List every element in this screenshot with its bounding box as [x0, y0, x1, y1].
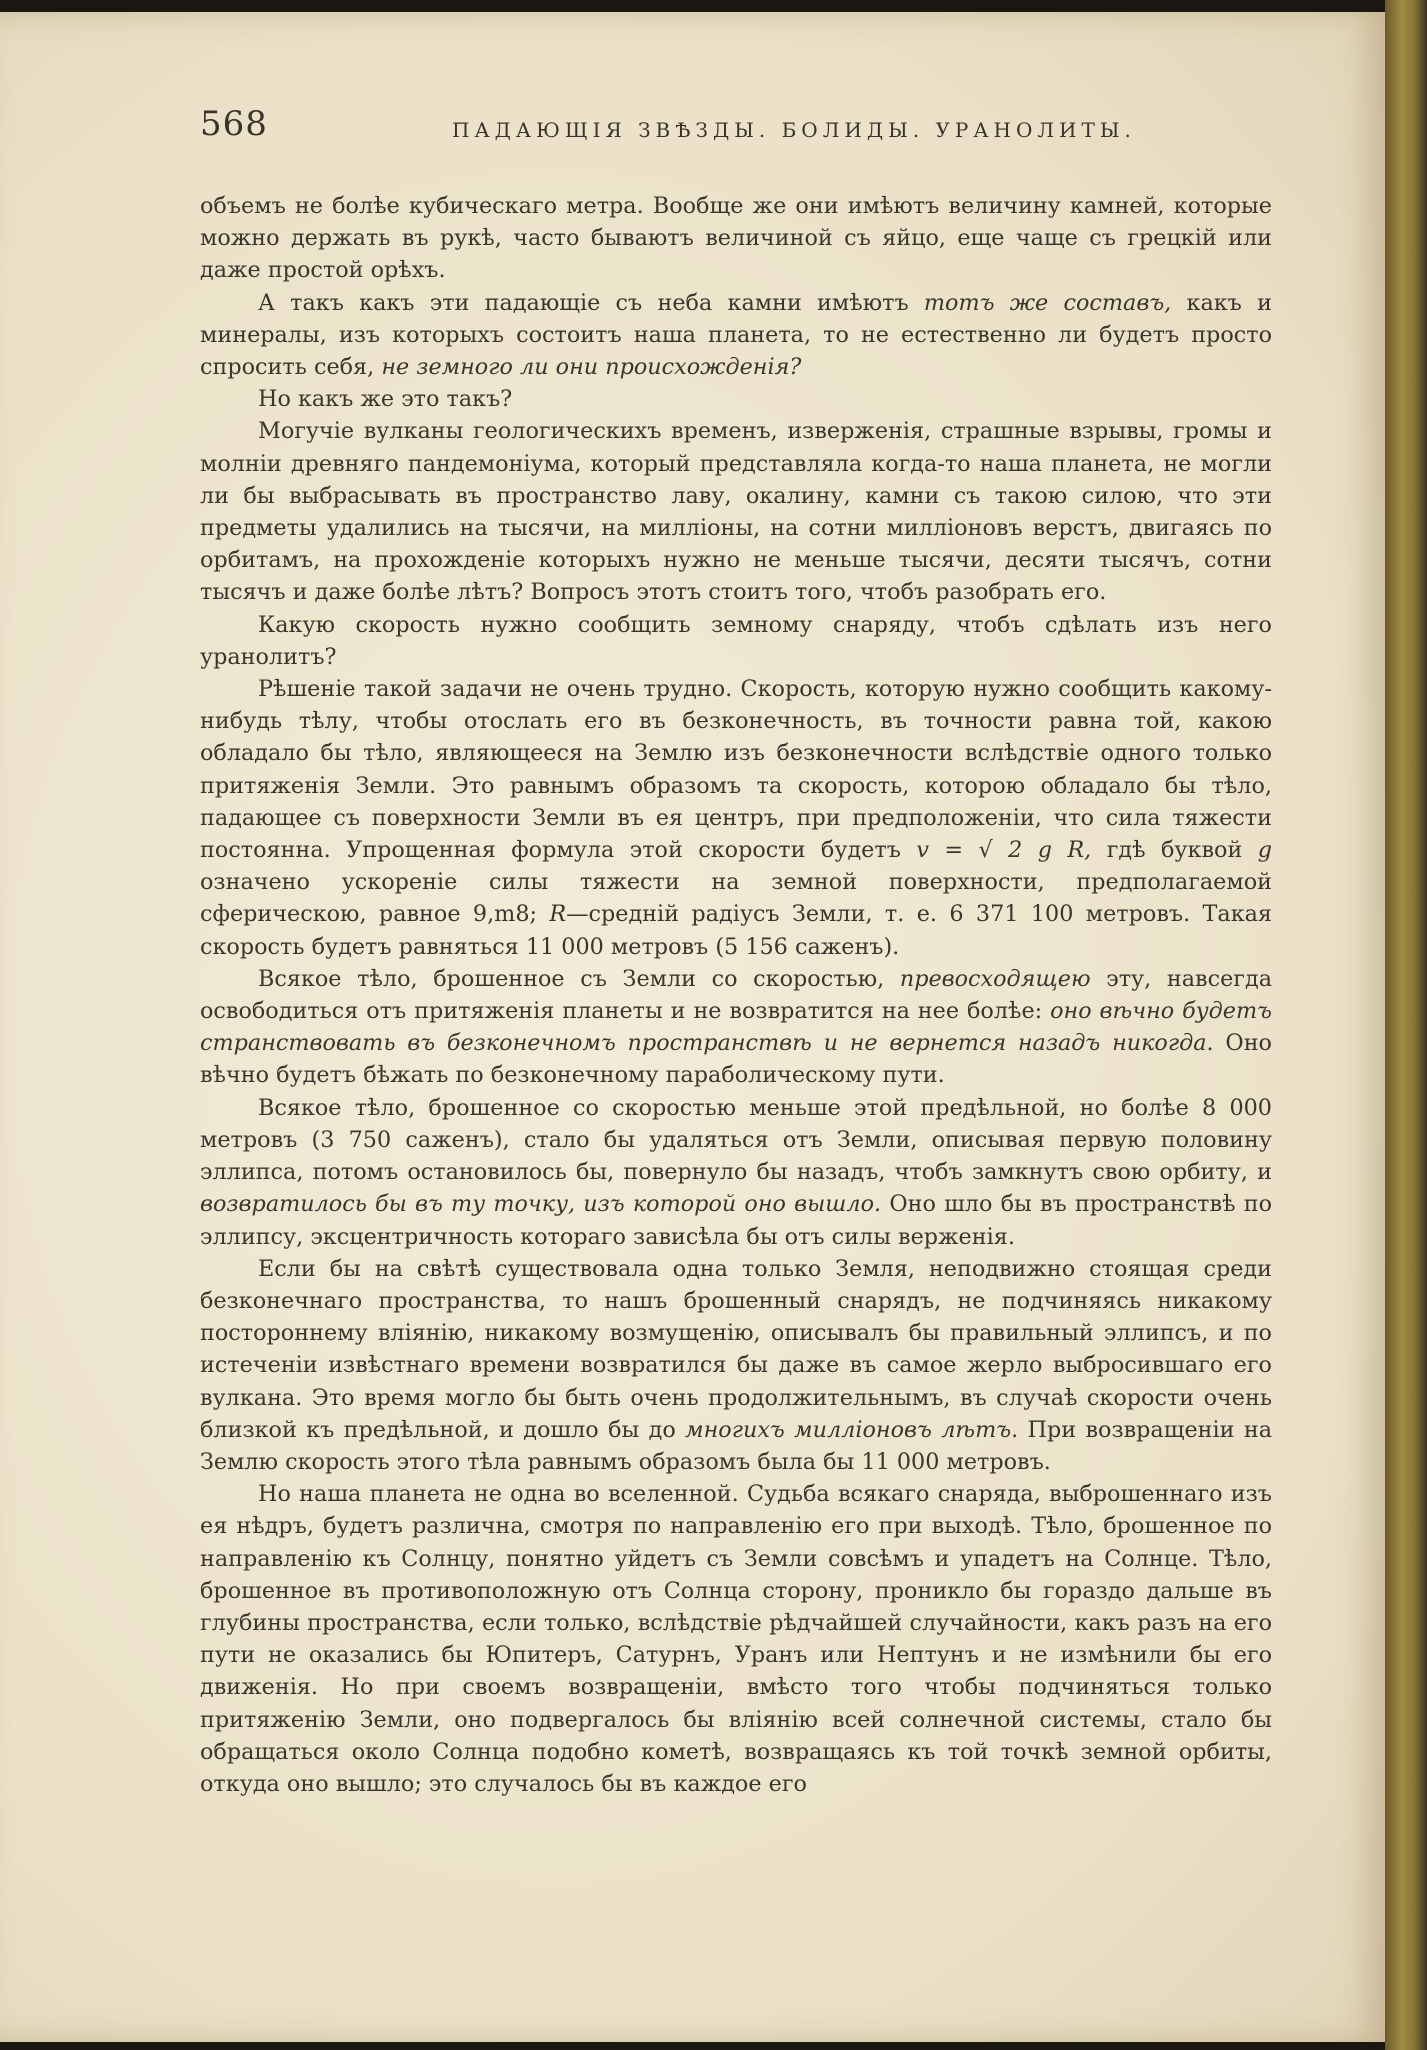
- velocity-formula: v = √ 2 g R,: [916, 837, 1092, 864]
- paragraph: Рѣшеніе такой задачи не очень трудно. Скорость, которую нужно сообщить какому-нибудь тѣлу, чтобы отослать его въ безконечность, въ точности равна той, какою обладало бы тѣло, являющееся на Землю изъ безконечности вслѣдствіе одного только притяженія Земли. Это равнымъ образомъ та скорость, которою обладало бы тѣло, падающее съ поверхности Земли въ ея центръ, при предположеніи, что сила тяжести постоянна. Упрощенная формула этой скорости будетъ v = √ 2 g R, гдѣ буквой g означено ускореніе силы тяжести на земной поверхности, предполагаемой сферическою, равное 9,m8; R—средній радіусъ Земли, т. е. 6 371 100 метровъ. Такая скорость будетъ равняться 11 000 метровъ (5 156 саженъ).: [200, 676, 1273, 960]
- paragraph: Всякое тѣло, брошенное со скоростью меньше этой предѣльной, но болѣе 8 000 метровъ (3 750 саженъ), стало бы удаляться отъ Земли, описывая первую половину эллипса, потомъ остановилось бы, повернуло бы назадъ, чтобъ замкнутъ свою орбиту, и возвратилось бы въ ту точку, изъ которой оно вышло. Оно шло бы въ пространствѣ по эллипсу, эксцентричность котораго зависѣла бы отъ силы верженія.: [200, 1094, 1272, 1250]
- paragraph: Какую скорость нужно сообщить земному снаряду, чтобъ сдѣлать изъ него уранолитъ?: [200, 611, 1272, 670]
- book-spine: [1385, 0, 1427, 2050]
- running-title: ПАДАЮЩІЯ ЗВѢЗДЫ. БОЛИДЫ. УРАНОЛИТЫ.: [452, 118, 1136, 142]
- paragraph: А такъ какъ эти падающіе съ неба камни имѣютъ тотъ же составъ, какъ и минералы, изъ которыхъ состоитъ наша планета, то не естественно ли будетъ просто спросить себя, не земного ли они происхожденія?: [200, 289, 1272, 381]
- paragraph: Всякое тѣло, брошенное съ Земли со скоростью, превосходящею эту, навсегда освободиться отъ притяженія планеты и не возвратится на нее болѣе: оно вѣчно будетъ странствовать въ безконечномъ пространствѣ и не вернется назадъ никогда. Оно вѣчно будетъ бѣжать по безконечному параболическому пути.: [200, 965, 1273, 1089]
- page-number: 568: [200, 104, 268, 144]
- page-header: [200, 104, 1260, 154]
- paragraph: Но наша планета не одна во вселенной. Судьба всякаго снаряда, выброшеннаго изъ ея нѣдръ, будетъ различна, смотря по направленію его при выходѣ. Тѣло, брошенное по направленію къ Солнцу, понятно уйдетъ съ Земли совсѣмъ и упадетъ на Солнце. Тѣло, брошенное въ противоположную отъ Солнца сторону, проникло бы гораздо дальше въ глубины пространства, если только, вслѣдствіе рѣдчайшей случайности, какъ разъ на его пути не оказались бы Юпитеръ, Сатурнъ, Уранъ или Нептунъ и не измѣнили бы его движенія. Но при своемъ возвращеніи, вмѣсто того чтобы подчиняться только притяженію Земли, оно подвергалось бы вліянію всей солнечной системы, стало бы обращаться около Солнца подобно кометѣ, возвращаясь къ той точкѣ земной орбиты, откуда оно вышло; это случалось бы въ каждое его: [200, 1481, 1272, 1797]
- paragraph: Если бы на свѣтѣ существовала одна только Земля, неподвижно стоящая среди безконечнаго пространства, то нашъ брошенный снарядъ, не подчиняясь никакому постороннему вліянію, никакому возмущенію, описывалъ бы правильный эллипсъ, и по истеченіи извѣстнаго времени возвратился бы даже въ самое жерло выбросившаго его вулкана. Это время могло бы быть очень продолжительнымъ, въ случаѣ скорости очень близкой къ предѣльной, и дошло бы до многихъ милліоновъ лѣтъ. При возвращеніи на Землю скорость этого тѣла равнымъ образомъ была бы 11 000 метровъ.: [200, 1255, 1273, 1475]
- paragraph: Могучіе вулканы геологическихъ временъ, изверженія, страшные взрывы, громы и молніи древняго пандемоніума, который представляла когда-то наша планета, не могли ли бы выбрасывать въ пространство лаву, окалину, камни съ такою силою, что эти предметы удалились на тысячи, на милліоны, на сотни милліоновъ верстъ, двигаясь по орбитамъ, на прохожденіе которыхъ нужно не меньше тысячи, десяти тысячъ, сотни тысячъ и даже болѣе лѣтъ? Вопросъ этотъ стоитъ того, чтобъ разобрать его.: [200, 418, 1272, 606]
- book-page: [0, 12, 1385, 2042]
- body-text: [200, 190, 1272, 1800]
- paragraph: Но какъ же это такъ?: [258, 386, 513, 413]
- paragraph: объемъ не болѣе кубическаго метра. Вообще же они имѣютъ величину камней, которые можно держать въ рукѣ, часто бываютъ величиной съ яйцо, еще чаще съ грецкій или даже простой орѣхъ.: [200, 193, 1272, 284]
